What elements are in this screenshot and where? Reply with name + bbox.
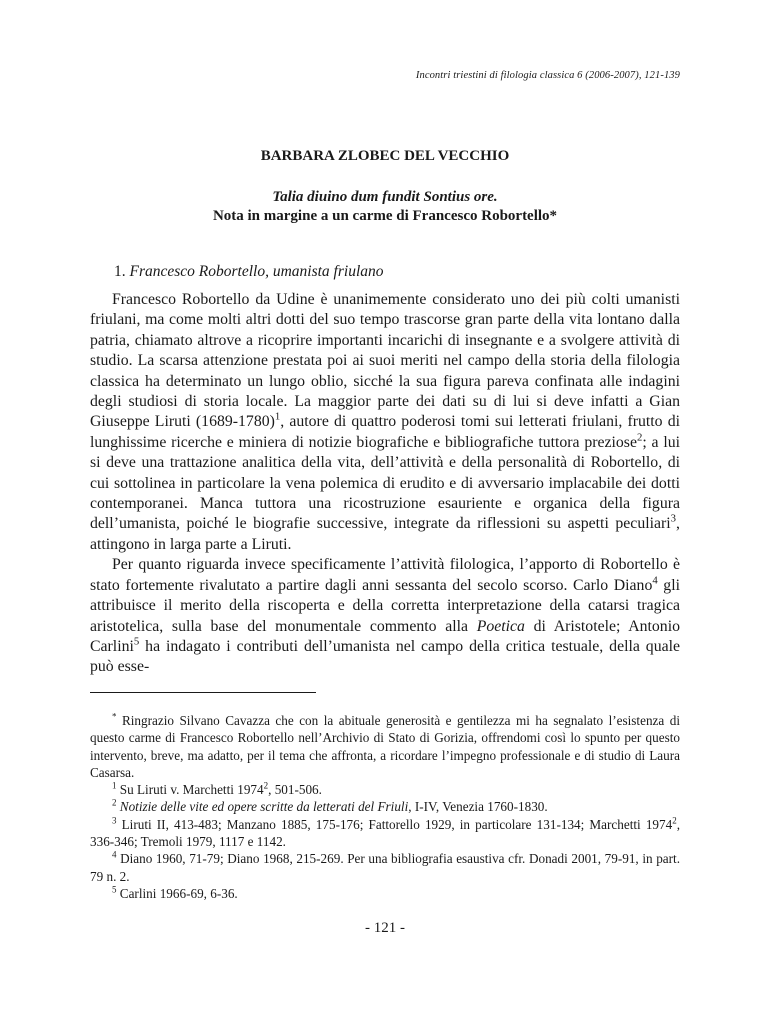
footnote-number: 4 [112,849,117,860]
text-run: gli attribuisce il merito della riscoperta e della corretta interpretazione della catarsi tragica aristotelica, sulla base del monumentale commento alla [90,576,680,635]
footnote-text: , 501-506. [268,782,322,798]
footnote-text: Carlini 1966-69, 6-36. [116,885,238,901]
footnote-text: Ringrazio Silvano Cavazza che con la abituale generosità e gentilezza mi ha segnalato l’esistenza di questo carme di Francesco Robortello nell’Archivio di Stato di Gorizia, offrendomi così lo spunto per questo intervento, breve, ma adatto, per il tema che affronta, a ricordare l’impegno professionale e di studio di Laura Casarsa. [90,713,680,780]
footnote-text: Diano 1960, 71-79; Diano 1968, 215-269. Per una bibliografia esaustiva cfr. Donadi 2001, 79-91, in part. 79 n. 2. [90,851,680,884]
footnote [90,781,680,798]
text-run: di Aristotele; Antonio Carlini [90,617,680,655]
footnote-ref: 3 [670,513,677,526]
footnote-ref: 2 [636,431,643,444]
paragraph [90,555,680,677]
footnote-text: Liruti II, 413-483; Manzano 1885, 175-176; Fattorello 1929, in particolare 131-134; Marchetti 1974 [116,816,673,832]
running-head: Incontri triestini di filologia classica 6 (2006-2007), 121-139 [415,70,680,81]
paragraph [90,290,680,555]
section-title: Francesco Robortello, umanista friulano [129,263,384,280]
footnote [90,798,680,815]
footnote-mark: * [112,711,117,722]
cited-work-title: Notizie delle vite ed opere scritte da letterati del Friuli [119,799,409,815]
body-text [90,290,680,678]
text-run: , autore di quattro poderosi tomi sui letterati friulani, frutto di lunghissime ricerche e miniera di notizie biografiche e bibliografiche tuttora preziose [90,413,680,451]
footnote-text: Su Liruti v. Marchetti 1974 [116,782,264,798]
work-title: Poetica [476,617,525,635]
footnote-text: , 336-346; Tremoli 1979, 1117 e 1142. [90,816,680,850]
footnote-ref: 4 [652,574,658,587]
footnote-number: 5 [112,884,117,895]
footnote [90,850,680,885]
footnote-number: 3 [112,815,117,826]
author-name: BARBARA ZLOBEC DEL VECCHIO [260,148,510,164]
page-number: - 121 - [365,920,405,936]
text-run: , attingono in larga parte a Liruti. [90,515,680,553]
article-title-latin: Talia diuino dum fundit Sontius ore. [272,189,498,205]
text-run: ha indagato i contributi dell’umanista nel campo della critica testuale, della quale può esse- [90,637,680,676]
text-run: Francesco Robortello da Udine è unanimemente considerato uno dei più colti umanisti friulani, ma come molti altri dotti del suo tempo trascorse gran parte della vita lontano dalla patria, chiamato altrove a ricoprire importanti incarichi di insegnante e a svolgere attività di studio. La scarsa attenzione prestata poi ai suoi meriti nel campo della storia della filologia classica ha determinato un lungo oblio, sicché la sua figura pareva confinata alle indagini degli studiosi di storia locale. La maggior parte dei dati su di lui si deve infatti a Gian Giuseppe Liruti (1689-1780) [90,291,680,431]
text-run: ; a lui si deve una trattazione analitica della vita, dell’attività e della personalità di Robortello, di cui sottolinea in particolare la vena polemica di erudito e di avversario implacabile dei dotti contemporanei. Manca tuttora una ricostruzione esauriente e organica della figura dell’umanista, poiché le biografie successive, integrate da riflessioni su aspetti peculiari [90,433,681,533]
text-run: Per quanto riguarda invece specificamente l’attività filologica, l’apporto di Robortello è stato fortemente rivalutato a partire dagli anni sessanta del secolo scorso. Carlo Diano [90,556,680,594]
footnote-number: 1 [112,780,117,791]
footnotes [90,712,680,902]
footnote [90,816,680,851]
section-number: 1. [114,263,126,280]
footnote [90,712,680,781]
section-heading [114,263,384,281]
footnote-ref: 5 [133,635,140,648]
footnote-ref: 1 [274,411,281,424]
footnote [90,885,680,902]
footnote-separator [90,692,316,693]
footnote-text: , I-IV, Venezia 1760-1830. [408,799,548,815]
edition-superscript: 2 [672,815,677,826]
article-subtitle: Nota in margine a un carme di Francesco Robortello* [212,208,558,224]
edition-superscript: 2 [263,780,269,791]
footnote-number: 2 [112,798,117,809]
